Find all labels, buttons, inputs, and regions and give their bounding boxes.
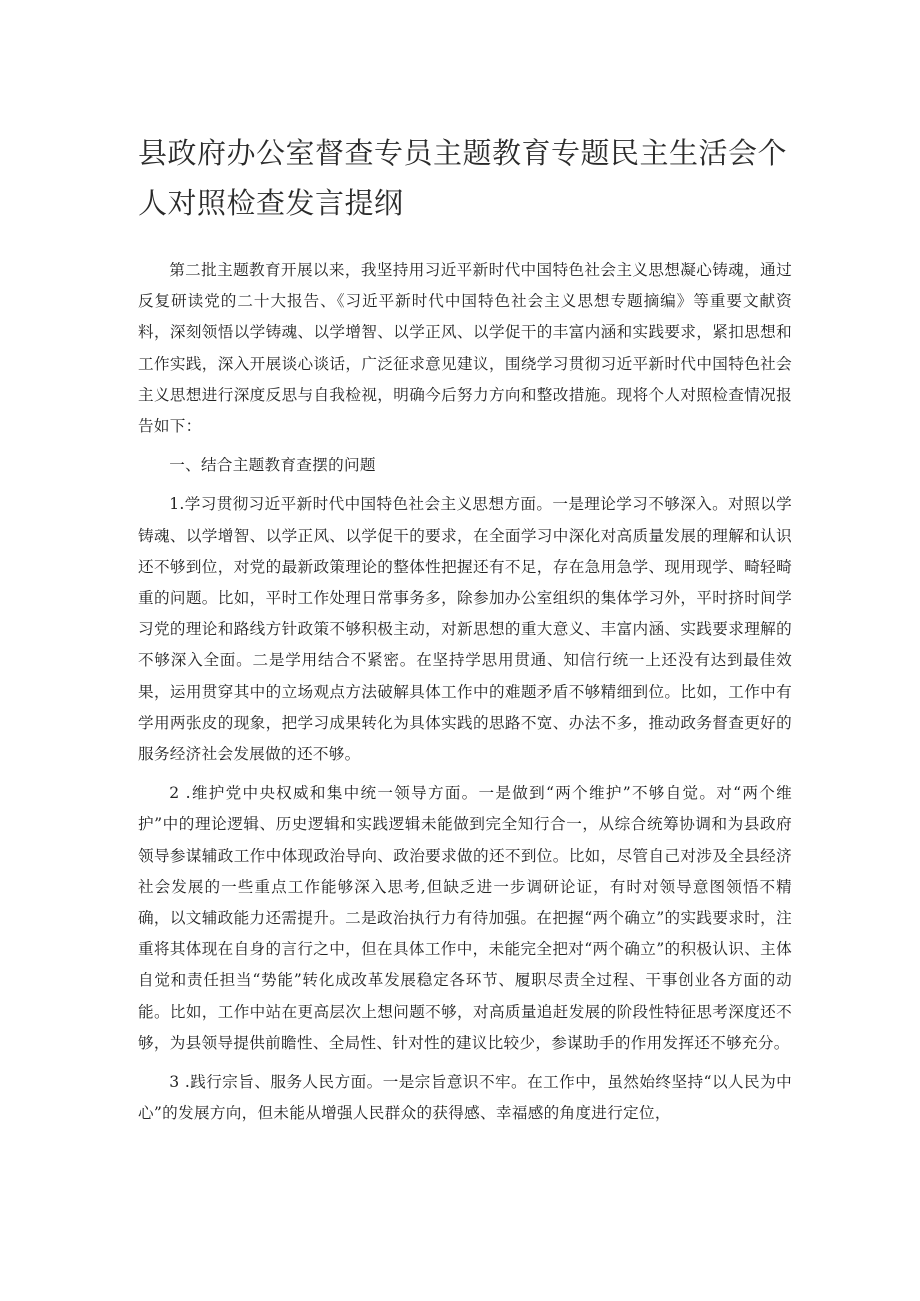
intro-paragraph: 第二批主题教育开展以来，我坚持用习近平新时代中国特色社会主义思想凝心铸魂，通过反复研读党的二十大报告、《习近平新时代中国特色社会主义思想专题摘编》等重要文献资料，深刻领悟以学铸魂、以学增智、以学正风、以学促干的丰富内涵和实践要求，紧扣思想和工作实践，深入开展谈心谈话，广泛征求意见建议，围绕学习贯彻习近平新时代中国特色社会主义思想进行深度反思与自我检视，明确今后努力方向和整改措施。现将个人对照检查情况报告如下： — [138, 261, 792, 436]
document-title: 县政府办公室督查专员主题教育专题民主生活会个人对照检查发言提纲 — [138, 136, 788, 220]
item-paragraph-2: 2 .维护党中央权威和集中统一领导方面。一是做到“两个维护”不够自觉。对“两个维护”中的理论逻辑、历史逻辑和实践逻辑未能做到完全知行合一，从综合统筹协调和为县政府领导参谋辅政工作中体现政治导向、政治要求做的还不到位。比如，尽管自己对涉及全县经济社会发展的一些重点工作能够深入思考,但缺乏进一步调研论证，有时对领导意图领悟不精确，以文辅政能力还需提升。二是政治执行力有待加强。在把握“两个确立”的实践要求时，注重将其体现在自身的言行之中，但在具体工作中，未能完全把对“两个确立”的积极认识、主体自觉和责任担当“势能”转化成改革发展稳定各环节、履职尽责全过程、干事创业各方面的动能。比如，工作中站在更高层次上想问题不够，对高质量追赶发展的阶段性特征思考深度还不够，为县领导提供前瞻性、全局性、针对性的建议比较少，参谋助手的作用发挥还不够充分。 — [138, 784, 792, 1052]
item-paragraph-1: 1.学习贯彻习近平新时代中国特色社会主义思想方面。一是理论学习不够深入。对照以学铸魂、以学增智、以学正风、以学促干的要求，在全面学习中深化对高质量发展的理解和认识还不够到位，对党的最新政策理论的整体性把握还有不足，存在急用急学、现用现学、畸轻畸重的问题。比如，平时工作处理日常事务多，除参加办公室组织的集体学习外，平时挤时间学习党的理论和路线方针政策不够积极主动，对新思想的重大意义、丰富内涵、实践要求理解的不够深入全面。二是学用结合不紧密。在坚持学思用贯通、知信行统一上还没有达到最佳效果，运用贯穿其中的立场观点方法破解具体工作中的难题矛盾不够精细到位。比如，工作中有学用两张皮的现象，把学习成果转化为具体实践的思路不宽、办法不多，推动政务督查更好的服务经济社会发展做的还不够。 — [138, 495, 792, 764]
section-heading: 一、结合主题教育查摆的问题 — [169, 456, 376, 475]
document-page — [138, 128, 792, 1137]
item-paragraph-3: 3 .践行宗旨、服务人民方面。一是宗旨意识不牢。在工作中，虽然始终坚持“以人民为中心”的发展方向，但未能从增强人民群众的获得感、幸福感的角度进行定位， — [138, 1073, 792, 1123]
